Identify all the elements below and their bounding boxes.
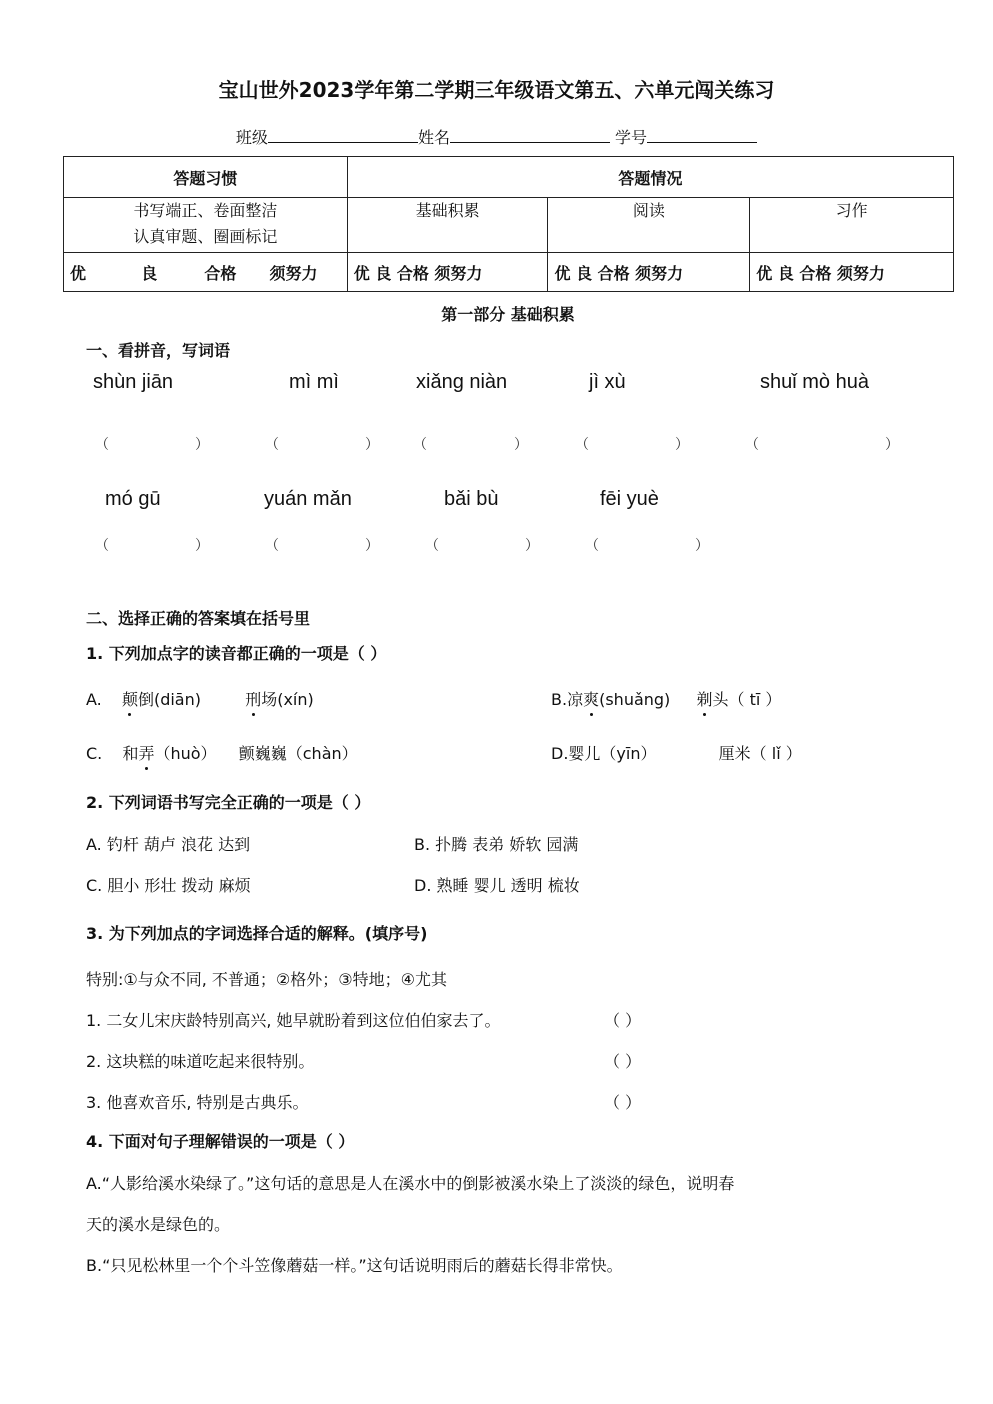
pinyin-4: jì xù [589,371,626,393]
answer-paren-open: （ [575,437,589,453]
q1-option-b[interactable]: B.凉爽(shuǎng) 剃头（ tī ） [551,690,782,709]
rating-needs-effort[interactable]: 须努力 [269,263,318,283]
answer-paren-open: （ [95,538,109,554]
section-1-title: 一、看拼音，写词语 [86,341,231,360]
q1-option-c[interactable]: C. 和弄（huò） 颤巍巍（chàn） [86,744,358,763]
class-label: 班级 [235,128,268,147]
answer-paren-close: ） [525,538,539,554]
answer-paren-close: ） [365,437,379,453]
q4-option-a-line-1[interactable]: A.“人影给溪水染绿了。”这句话的意思是人在溪水中的倒影被溪水染上了淡淡的绿色，说明春 [86,1174,735,1193]
question-3-stem: 3. 为下列加点的字词选择合适的解释。(填序号) [86,924,428,943]
pinyin-8: bǎi bù [444,488,499,510]
option-label: D. [551,744,569,763]
answer-paren-close: ） [885,437,899,453]
basics-rating[interactable]: 优 良 合格 须努力 [347,253,548,292]
q3-sentence-1: 1. 二女儿宋庆龄特别高兴, 她早就盼着到这位伯伯家去了。 [86,1011,501,1030]
q3-answer-1[interactable]: （ ） [604,1011,642,1030]
pinyin-7: yuán mǎn [264,488,352,510]
reading-rating[interactable]: 优 良 合格 须努力 [548,253,750,292]
answer-paren-close: ） [675,437,689,453]
habits-description [64,198,348,253]
q3-meanings: 特别:①与众不同, 不普通；②格外；③特地；④尤其 [86,970,447,989]
pinyin-9: fēi yuè [600,488,659,510]
q3-sentence-2: 2. 这块糕的味道吃起来很特别。 [86,1052,315,1071]
sub-header-writing: 习作 [750,198,954,253]
answer-paren-close: ） [365,538,379,554]
rating-excellent[interactable]: 优 [70,263,87,283]
part-title: 第一部分 基础积累 [441,305,575,324]
class-blank[interactable] [268,124,418,143]
answer-paren-close: ） [195,538,209,554]
pinyin-5: shuǐ mò huà [760,371,869,393]
q3-sentence-3: 3. 他喜欢音乐, 特别是古典乐。 [86,1093,309,1112]
habits-line-1: 书写端正、卷面整洁 [133,201,278,220]
answer-paren-open: （ [95,437,109,453]
question-4-stem: 4. 下面对句子理解错误的一项是（ ） [86,1132,355,1151]
option-label: B. [551,690,568,709]
habits-rating[interactable] [64,253,348,292]
q4-option-a-line-2[interactable]: 天的溪水是绿色的。 [86,1215,231,1234]
answer-paren-open: （ [585,538,599,554]
dotted-char: 弄 [138,744,155,763]
habits-header: 答题习惯 [64,157,348,198]
q1-option-a[interactable]: A. 颠倒(diān) 刑场(xín) [86,690,314,709]
section-2-title: 二、选择正确的答案填在括号里 [86,609,311,628]
answer-paren-open: （ [413,437,427,453]
option-label: A. [86,690,102,709]
situation-header: 答题情况 [347,157,953,198]
name-label: 姓名 [417,128,450,147]
number-label: 学号 [615,128,648,147]
answer-paren-open: （ [425,538,439,554]
sub-header-reading: 阅读 [548,198,750,253]
q1-option-d[interactable]: D.婴儿（yīn） 厘米（ lǐ ） [551,744,802,763]
rating-good[interactable]: 良 [141,263,158,283]
page-title: 宝山世外2023学年第二学期三年级语文第五、六单元闯关练习 [218,78,775,102]
answer-paren-open: （ [265,437,279,453]
rating-pass[interactable]: 合格 [204,263,237,283]
answer-paren-open: （ [265,538,279,554]
pinyin-3: xiǎng niàn [416,371,508,393]
q3-answer-2[interactable]: （ ） [604,1052,642,1071]
dotted-char: 颠 [121,690,138,709]
q2-option-a[interactable]: A. 钓杆 葫卢 浪花 达到 [86,835,251,854]
student-info-line [0,124,993,148]
answer-paren-close: ） [195,437,209,453]
answer-paren-open: （ [745,437,759,453]
answer-paren-close: ） [514,437,528,453]
q2-option-c[interactable]: C. 胆小 形壮 拨动 麻烦 [86,876,251,895]
number-blank[interactable] [647,124,757,143]
grading-table [63,156,954,292]
q2-option-d[interactable]: D. 熟睡 婴儿 透明 梳妆 [414,876,580,895]
option-label: C. [86,744,103,763]
question-1-stem: 1. 下列加点字的读音都正确的一项是（ ） [86,644,387,663]
pinyin-6: mó gū [105,488,161,510]
sub-header-basics: 基础积累 [347,198,548,253]
pinyin-1: shùn jiān [93,371,174,393]
answer-paren-close: ） [695,538,709,554]
q4-option-b[interactable]: B.“只见松林里一个个斗笠像蘑菇一样。”这句话说明雨后的蘑菇长得非常快。 [86,1256,623,1275]
habits-line-2: 认真审题、圈画标记 [133,227,278,246]
pinyin-2: mì mì [289,371,339,393]
name-blank[interactable] [450,124,610,143]
q2-option-b[interactable]: B. 扑腾 表弟 娇软 园满 [414,835,579,854]
q3-answer-3[interactable]: （ ） [604,1093,642,1112]
dotted-char: 刑 [245,690,262,709]
question-2-stem: 2. 下列词语书写完全正确的一项是（ ） [86,793,371,812]
dotted-char: 剃 [696,690,713,709]
writing-rating[interactable]: 优 良 合格 须努力 [750,253,954,292]
dotted-char: 爽 [583,690,600,709]
